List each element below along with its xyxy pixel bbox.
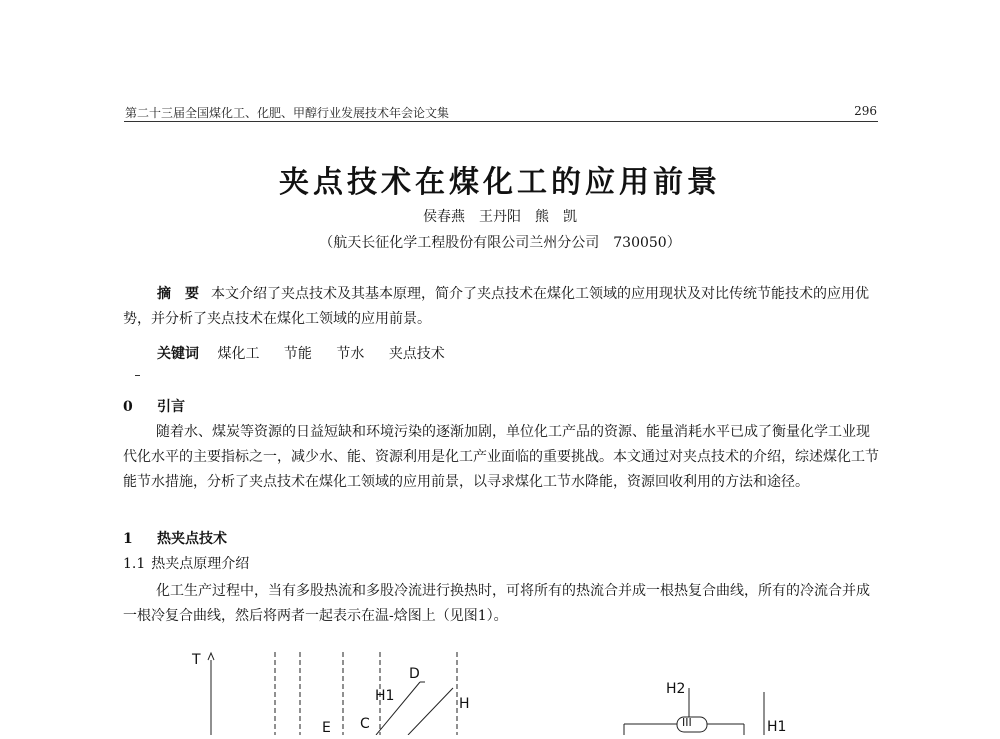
keyword: 节能 bbox=[283, 346, 312, 362]
point-label: H bbox=[459, 696, 470, 712]
section-title: 引言 bbox=[157, 399, 185, 415]
subsection-heading bbox=[123, 553, 249, 573]
point-label: C bbox=[360, 716, 370, 732]
point-label: H1 bbox=[375, 688, 395, 704]
point-label: D bbox=[409, 666, 420, 682]
subsection-number: 1.1 bbox=[123, 556, 146, 572]
figure-drawing bbox=[150, 640, 850, 735]
authors: 侯春燕 王丹阳 熊 凯 bbox=[423, 209, 577, 225]
figure-1 bbox=[150, 640, 850, 735]
section-heading bbox=[123, 396, 185, 416]
stray-mark bbox=[135, 375, 140, 376]
keywords-label: 关键词 bbox=[157, 346, 199, 362]
stream-label: H1 bbox=[767, 719, 787, 735]
stream-label: H2 bbox=[666, 681, 686, 697]
paragraph-text: 化工生产过程中，当有多股热流和多股冷流进行换热时，可将所有的热流合并成一根热复合曲线，所有的冷流合并成一根冷复合曲线，然后将两者一起表示在温-焓图上（见图1）。 bbox=[123, 583, 870, 624]
keywords bbox=[157, 342, 465, 367]
keyword: 节水 bbox=[336, 346, 365, 362]
abstract-label: 摘 要 bbox=[157, 286, 199, 302]
paragraph-text: 随着水、煤炭等资源的日益短缺和环境污染的逐渐加剧，单位化工产品的资源、能量消耗水平已成了衡量化学工业现代化水平的主要指标之一，减少水、能、资源利用是化工产业面临的重要挑战。本文通过对夹点技术的介绍，综述煤化工节能节水措施，分析了夹点技术在煤化工领域的应用前景，以寻求煤化工节水降能，资源回收利用的方法和途径。 bbox=[123, 424, 879, 490]
composite-curve-segment bbox=[408, 688, 453, 735]
conference-name: 第二十三届全国煤化工、化肥、甲醇行业发展技术年会论文集 bbox=[125, 106, 450, 120]
section-heading bbox=[123, 528, 227, 548]
intro-paragraph bbox=[123, 420, 883, 495]
keyword: 夹点技术 bbox=[388, 346, 445, 362]
section-title: 热夹点技术 bbox=[157, 531, 227, 547]
keyword: 煤化工 bbox=[217, 346, 260, 362]
paper-title: 夹点技术在煤化工的应用前景 bbox=[279, 165, 721, 200]
abstract bbox=[123, 282, 879, 332]
t-axis-arrow bbox=[208, 653, 214, 660]
axis-label: T bbox=[192, 652, 201, 668]
body-paragraph bbox=[123, 579, 883, 629]
node-label: III bbox=[682, 716, 692, 729]
section-number: 1 bbox=[123, 531, 133, 547]
subsection-title: 热夹点原理介绍 bbox=[151, 556, 250, 572]
page-number: 296 bbox=[854, 104, 877, 118]
abstract-text: 本文介绍了夹点技术及其基本原理，简介了夹点技术在煤化工领域的应用现状及对比传统节能技术的应用优势，并分析了夹点技术在煤化工领域的应用前景。 bbox=[123, 286, 869, 327]
affiliation: （航天长征化学工程股份有限公司兰州分公司 730050） bbox=[319, 235, 681, 251]
point-label: E bbox=[322, 720, 331, 736]
section-number: 0 bbox=[123, 399, 133, 415]
header-rule bbox=[124, 121, 878, 122]
